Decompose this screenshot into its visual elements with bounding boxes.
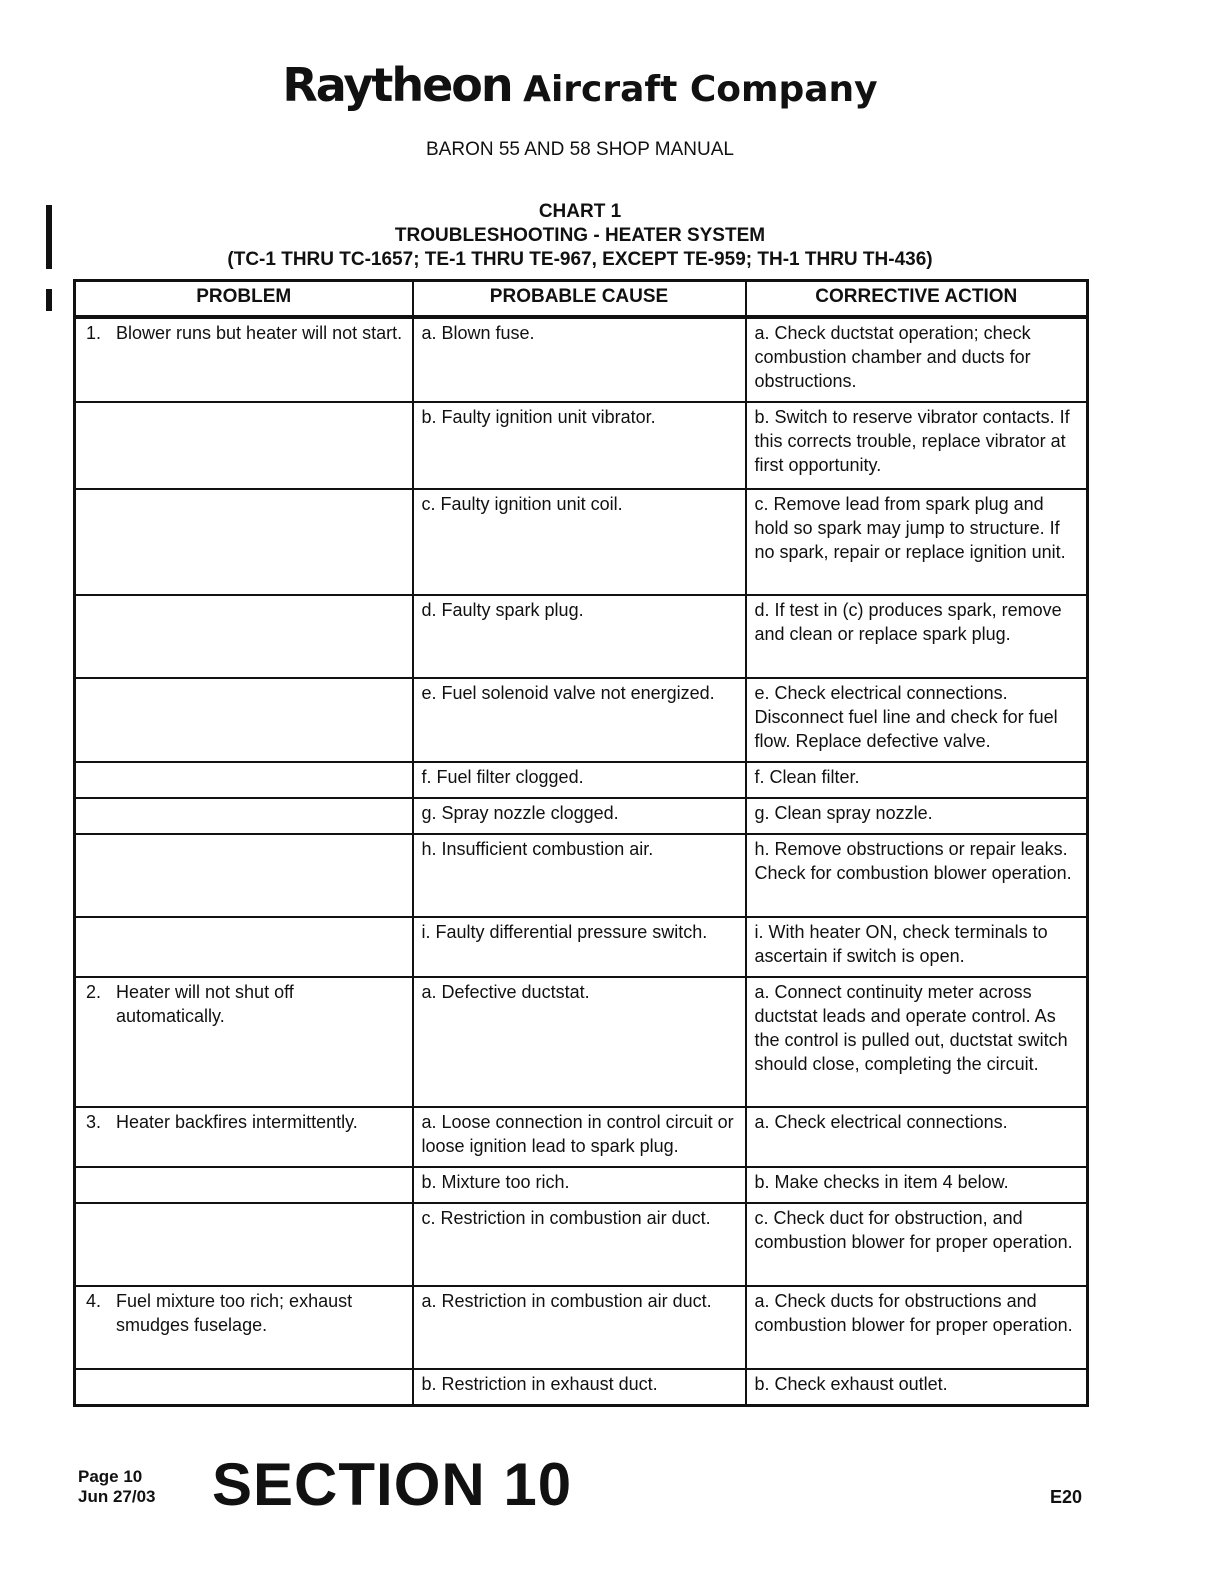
- problem-cell: [75, 317, 413, 402]
- page-header: [0, 58, 1160, 112]
- probable-cause-cell: a. Loose connection in control circuit or loose ignition lead to spark plug.: [413, 1107, 746, 1167]
- corrective-action-cell: h. Remove obstructions or repair leaks. Check for combustion blower operation.: [746, 834, 1088, 917]
- table-row: [75, 595, 1088, 678]
- corrective-action-cell: b. Make checks in item 4 below.: [746, 1167, 1088, 1203]
- corrective-action-cell: a. Check ducts for obstructions and combustion blower for proper operation.: [746, 1286, 1088, 1369]
- corrective-action-cell: a. Connect continuity meter across ductstat leads and operate control. As the control is pulled out, ductstat switch should close, completing the circuit.: [746, 977, 1088, 1107]
- probable-cause-cell: b. Faulty ignition unit vibrator.: [413, 402, 746, 489]
- table-row: [75, 834, 1088, 917]
- corrective-action-cell: i. With heater ON, check terminals to ascertain if switch is open.: [746, 917, 1088, 977]
- table-row: [75, 489, 1088, 595]
- brand-logo-text: Raytheon: [282, 58, 512, 112]
- table-row: [75, 1167, 1088, 1203]
- header-probable-cause: PROBABLE CAUSE: [413, 281, 746, 318]
- probable-cause-cell: b. Restriction in exhaust duct.: [413, 1369, 746, 1406]
- table-row: [75, 977, 1088, 1107]
- probable-cause-cell: a. Defective ductstat.: [413, 977, 746, 1107]
- chart-title: TROUBLESHOOTING - HEATER SYSTEM: [394, 225, 766, 246]
- corrective-action-cell: d. If test in (c) produces spark, remove and clean or replace spark plug.: [746, 595, 1088, 678]
- manual-title: BARON 55 AND 58 SHOP MANUAL: [426, 139, 734, 160]
- page-number: Page 10: [78, 1467, 143, 1486]
- problem-number: 3.: [86, 1112, 102, 1132]
- corrective-action-cell: b. Switch to reserve vibrator contacts. If this corrects trouble, replace vibrator at first opportunity.: [746, 402, 1088, 489]
- problem-cell: [75, 834, 413, 917]
- problem-cell: [75, 1203, 413, 1286]
- corrective-action-cell: g. Clean spray nozzle.: [746, 798, 1088, 834]
- header-corrective-action: CORRECTIVE ACTION: [746, 281, 1088, 318]
- problem-text: Heater backfires intermittently.: [116, 1112, 358, 1132]
- corrective-action-cell: b. Check exhaust outlet.: [746, 1369, 1088, 1406]
- table-row: [75, 1286, 1088, 1369]
- problem-text: Heater will not shut off automatically.: [116, 982, 294, 1026]
- problem-number: 1.: [86, 323, 102, 343]
- table-row: [75, 798, 1088, 834]
- problem-cell: [75, 798, 413, 834]
- table-row: [75, 1203, 1088, 1286]
- chart-title-block: [60, 200, 1100, 272]
- table-row: [75, 917, 1088, 977]
- table-header-row: [75, 281, 1088, 318]
- problem-cell: [75, 678, 413, 762]
- change-bar: [46, 289, 52, 311]
- probable-cause-cell: i. Faulty differential pressure switch.: [413, 917, 746, 977]
- corrective-action-cell: f. Clean filter.: [746, 762, 1088, 798]
- revision-date: Jun 27/03: [78, 1487, 156, 1506]
- probable-cause-cell: b. Mixture too rich.: [413, 1167, 746, 1203]
- table-body: [75, 317, 1088, 1406]
- probable-cause-cell: c. Restriction in combustion air duct.: [413, 1203, 746, 1286]
- table-row: [75, 402, 1088, 489]
- problem-cell: [75, 1167, 413, 1203]
- problem-cell: [75, 489, 413, 595]
- company-logo: [0, 58, 1160, 112]
- effectivity-code: E20: [1050, 1487, 1083, 1507]
- problem-cell: [75, 762, 413, 798]
- chart-label: CHART 1: [538, 201, 622, 222]
- problem-cell: [75, 977, 413, 1107]
- corrective-action-cell: c. Check duct for obstruction, and combustion blower for proper operation.: [746, 1203, 1088, 1286]
- problem-number: 4.: [86, 1291, 102, 1311]
- problem-cell: [75, 917, 413, 977]
- problem-number: 2.: [86, 982, 102, 1002]
- table-row: [75, 1369, 1088, 1406]
- problem-cell: [75, 1286, 413, 1369]
- probable-cause-cell: a. Restriction in combustion air duct.: [413, 1286, 746, 1369]
- table-row: [75, 678, 1088, 762]
- problem-text: Blower runs but heater will not start.: [116, 323, 403, 343]
- table-row: [75, 762, 1088, 798]
- change-bar: [46, 205, 52, 269]
- problem-cell: [75, 1369, 413, 1406]
- page-info: [78, 1467, 156, 1507]
- problem-text: Fuel mixture too rich; exhaust smudges fuselage.: [116, 1291, 353, 1335]
- probable-cause-cell: h. Insufficient combustion air.: [413, 834, 746, 917]
- table-row: [75, 317, 1088, 402]
- corrective-action-cell: c. Remove lead from spark plug and hold so spark may jump to structure. If no spark, repair or replace ignition unit.: [746, 489, 1088, 595]
- corrective-action-cell: e. Check electrical connections. Disconnect fuel line and check for fuel flow. Replace defective valve.: [746, 678, 1088, 762]
- table-row: [75, 1107, 1088, 1167]
- probable-cause-cell: a. Blown fuse.: [413, 317, 746, 402]
- corrective-action-cell: a. Check electrical connections.: [746, 1107, 1088, 1167]
- probable-cause-cell: d. Faulty spark plug.: [413, 595, 746, 678]
- company-name: Aircraft Company: [523, 69, 878, 110]
- chart-applicability: (TC-1 THRU TC-1657; TE-1 THRU TE-967, EXCEPT TE-959; TH-1 THRU TH-436): [227, 249, 933, 270]
- probable-cause-cell: g. Spray nozzle clogged.: [413, 798, 746, 834]
- corrective-action-cell: a. Check ductstat operation; check combustion chamber and ducts for obstructions.: [746, 317, 1088, 402]
- probable-cause-cell: e. Fuel solenoid valve not energized.: [413, 678, 746, 762]
- problem-cell: [75, 402, 413, 489]
- probable-cause-cell: c. Faulty ignition unit coil.: [413, 489, 746, 595]
- probable-cause-cell: f. Fuel filter clogged.: [413, 762, 746, 798]
- problem-cell: [75, 1107, 413, 1167]
- problem-cell: [75, 595, 413, 678]
- section-title: SECTION 10: [212, 1451, 573, 1518]
- header-problem: PROBLEM: [75, 281, 413, 318]
- troubleshooting-table: [73, 279, 1089, 1407]
